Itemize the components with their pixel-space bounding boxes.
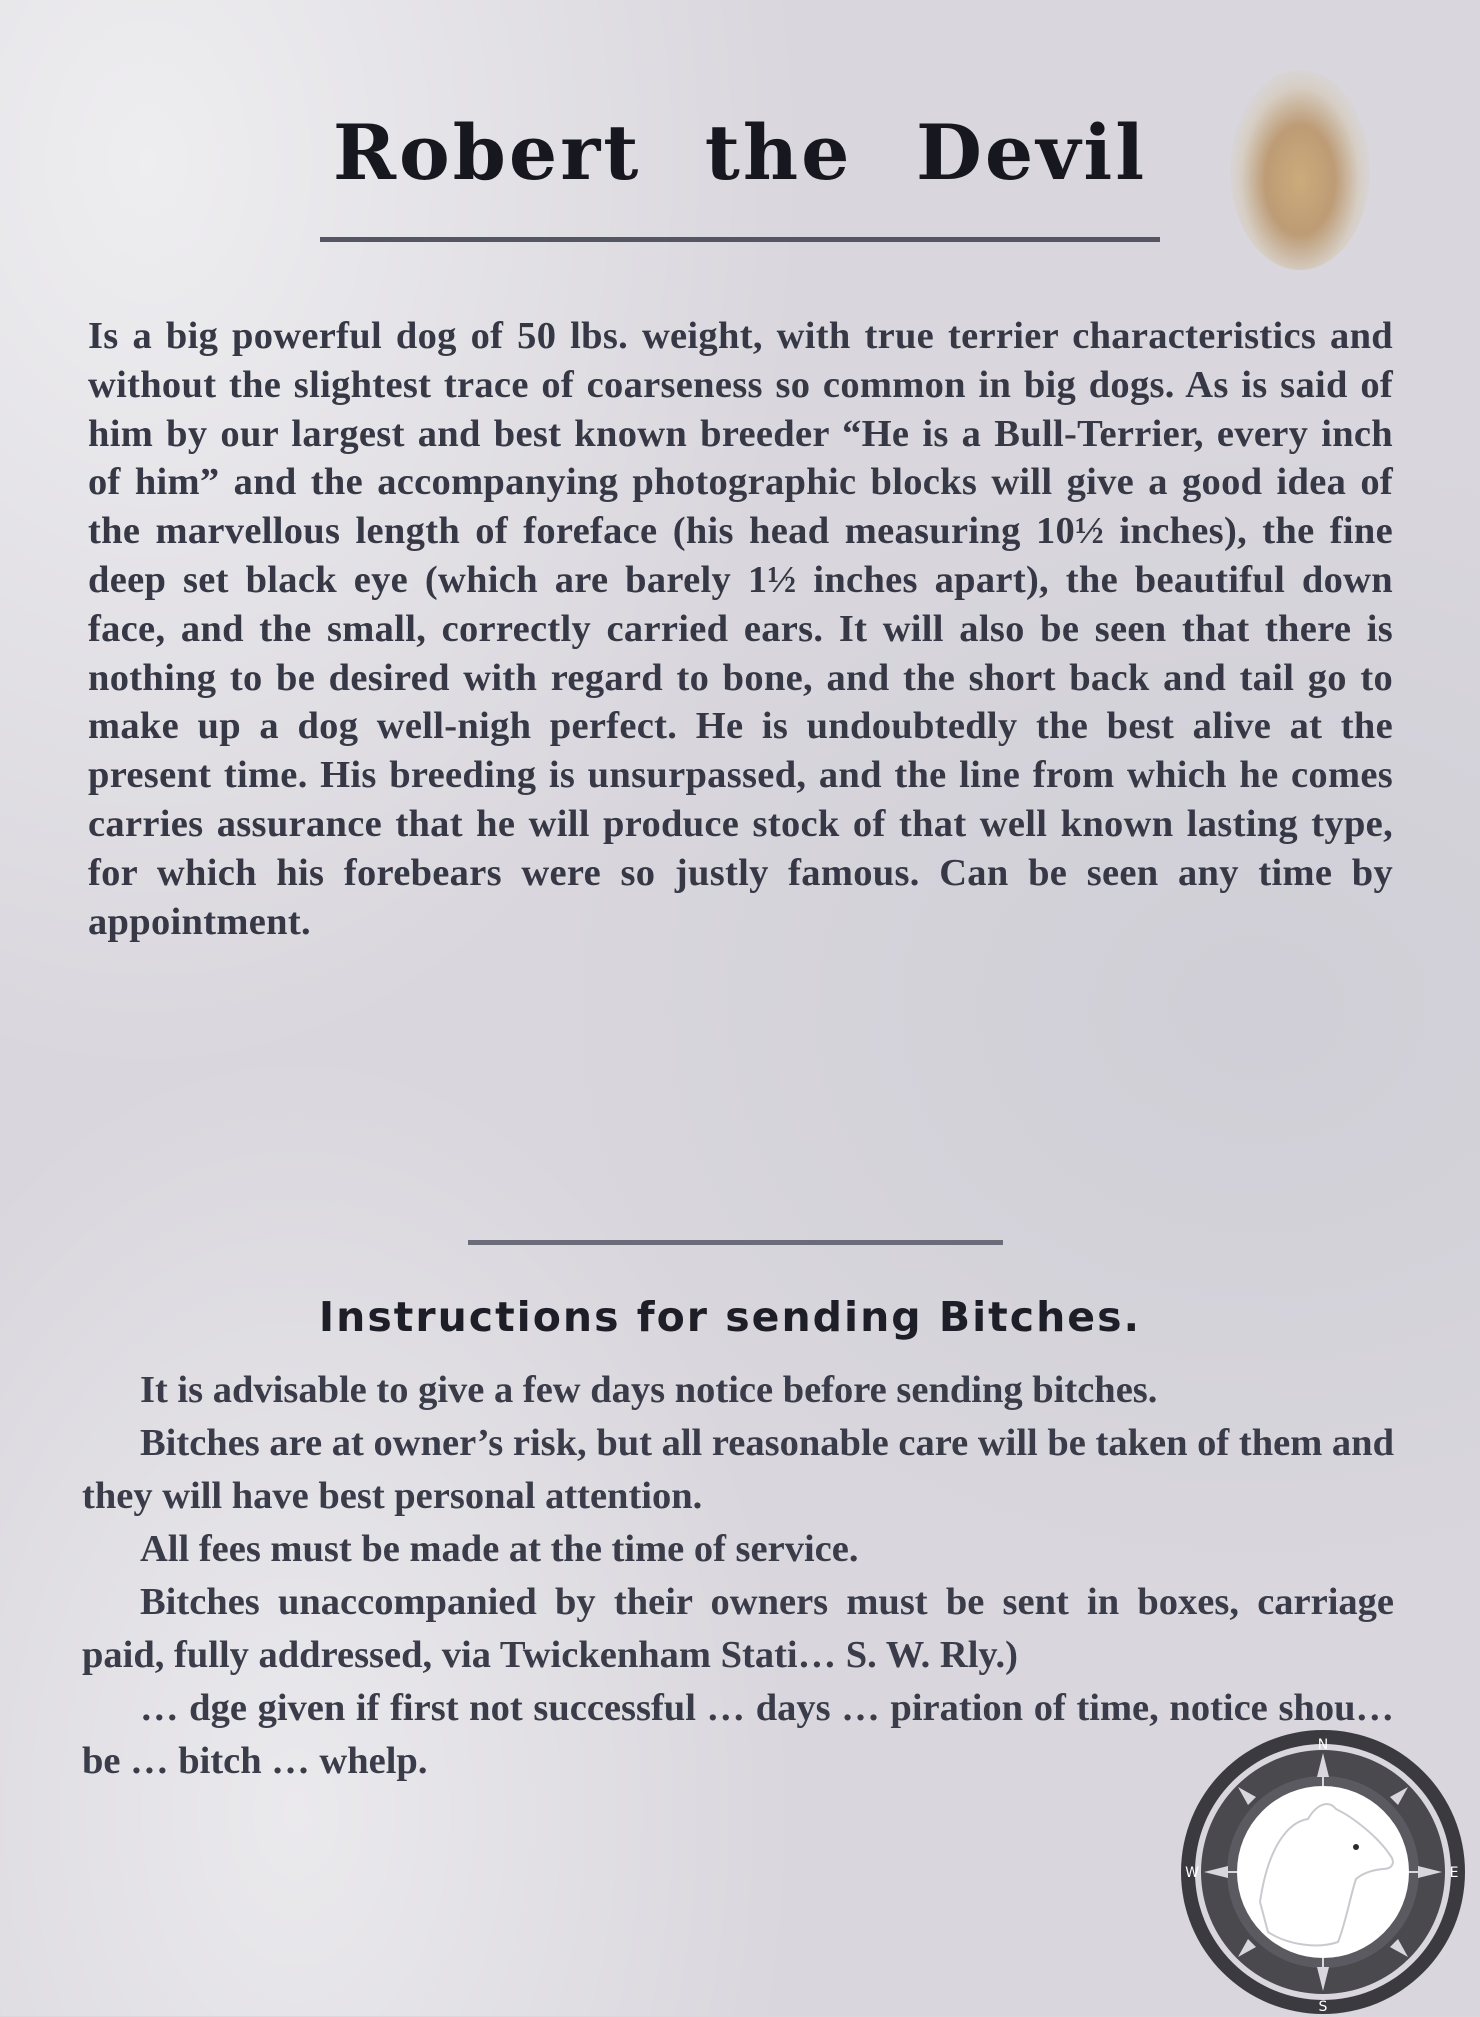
instruction-notice: It is advisable to give a few days notice before sending bitches. [140,1369,1158,1411]
description-paragraph: Is a big powerful dog of 50 lbs. weight, with true terrier characteristics and without the slightest trace of coarseness so common in big dogs. As is said of him by our largest and best known breeder “He is a Bull-Terrier, every inch of him” and the accompanying photographic blocks will give a good idea of the marvellous length of foreface (his head measuring 10½ inches), the fine deep set black eye (which are barely 1½ inches apart), the beautiful down face, and the small, correctly carried ears. It will also be seen that there is nothing to be desired with regard to bone, and the short back and tail go to make up a dog well-nigh perfect. He is undoubtedly the best alive at the present time. His breeding is unsurpassed, and the line from which he comes carries assurance that he will produce stock of that well known lasting type, for which his forebears were so justly famous. Can be seen any time by appointment. [88,315,1393,943]
instructions-section [82,1364,1394,1788]
instruction-fees: All fees must be made at the time of service. [140,1528,859,1570]
paper-stain [1230,70,1370,270]
instructions-heading: Instructions for sending Bitches. [318,1293,1142,1341]
instruction-shipping: Bitches unaccompanied by their owners must be sent in boxes, carriage paid, fully addressed, via Twickenham Stati… S. W. Rly.) [82,1581,1394,1676]
instruction-risk: Bitches are at owner’s risk, but all reasonable care will be taken of them and they will have best personal attention. [82,1422,1394,1517]
compass-watermark-icon [1178,1727,1468,2017]
instruction-return: … dge given if first not successful … days … piration of time, notice shou… be … bitch … whelp. [82,1687,1394,1782]
compass-letter-south: S [1318,1999,1328,2015]
title-underline [320,237,1160,242]
compass-letter-east: E [1449,1865,1459,1881]
compass-letter-west: W [1185,1865,1199,1881]
page-title: Robert the Devil [332,108,1148,197]
compass-letter-north: N [1317,1737,1329,1753]
section-divider [468,1240,1003,1245]
